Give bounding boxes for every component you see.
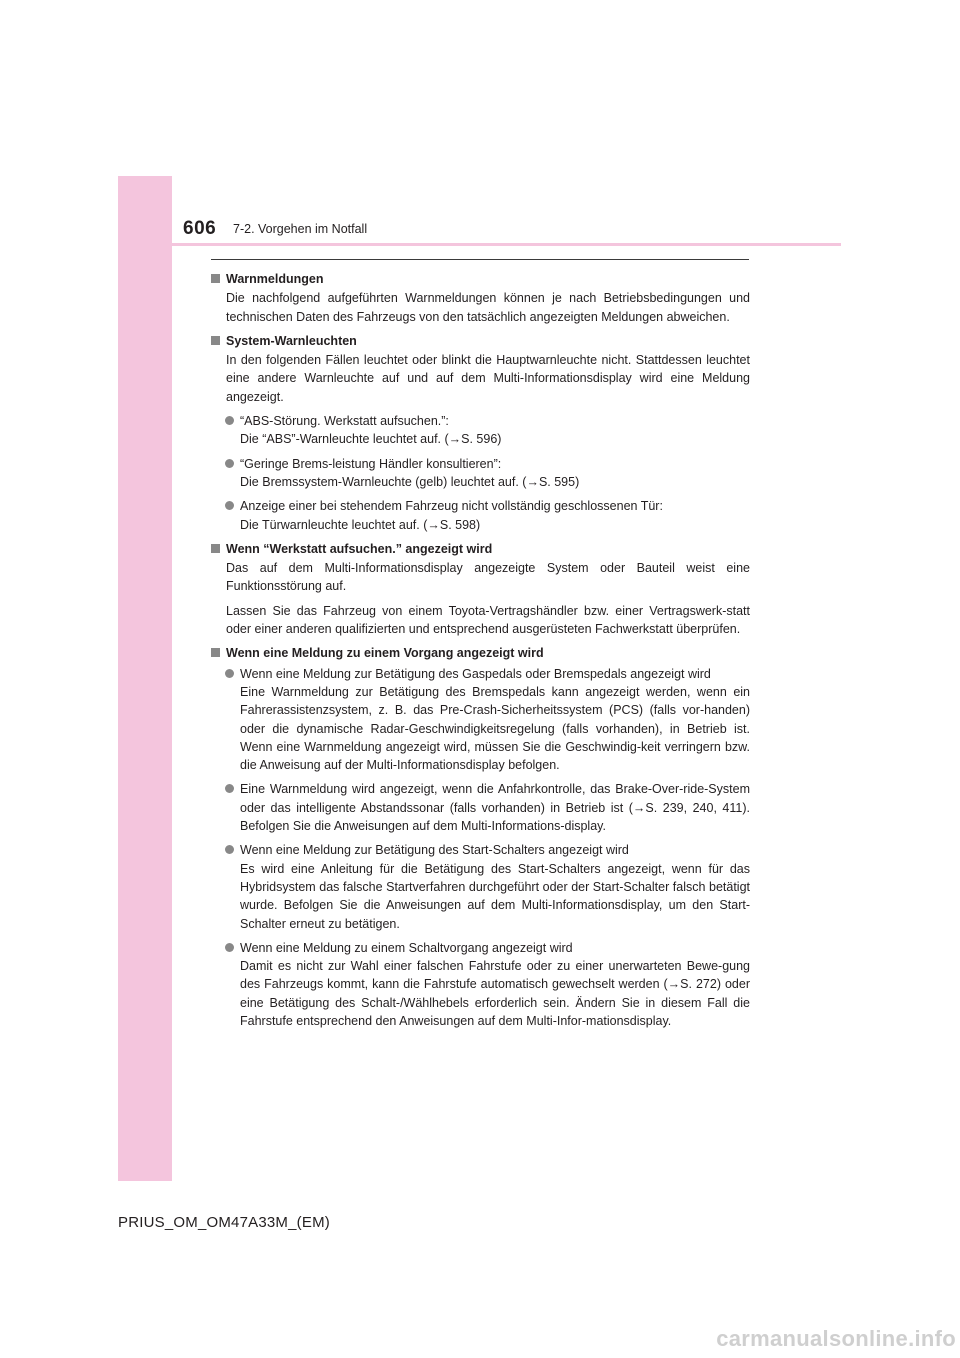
list-item-body: Die Türwarnleuchte leuchtet auf. (→S. 598) <box>240 517 481 532</box>
section-heading: Warnmeldungen <box>210 270 750 288</box>
list-item <box>210 412 750 449</box>
list-item <box>210 665 750 775</box>
list-item-title: “Geringe Brems-leistung Händler konsultieren”: <box>240 456 502 471</box>
paragraph: Die nachfolgend aufgeführten Warnmeldungen können je nach Betriebsbedingungen und technischen Daten des Fahrzeugs von den tatsächlich angezeigten Meldungen abweichen. <box>226 291 750 324</box>
content-top-rule <box>211 259 749 260</box>
square-bullet-icon <box>211 336 220 345</box>
list-item <box>210 939 750 1030</box>
list-item <box>210 780 750 835</box>
square-bullet-icon <box>211 544 220 553</box>
paragraph: Das auf dem Multi-Informationsdisplay angezeigte System oder Bauteil weist eine Funktionsstörung auf. <box>226 561 750 594</box>
list-item-body: Es wird eine Anleitung für die Betätigung des Start-Schalters angezeigt, wenn für das Hybridsystem das falsche Startverfahren durchgeführt oder der Start-Schalter falsch betätigt wurde. Befolgen Sie die Anweisungen auf dem Multi-Informationsdisplay, um den Start-Schalter erneut zu betätigen. <box>240 861 750 931</box>
list-item-title: Anzeige einer bei stehendem Fahrzeug nicht vollständig geschlossenen Tür: <box>240 499 663 514</box>
round-bullet-icon <box>225 459 234 468</box>
page-number: 606 <box>183 218 217 239</box>
section-heading: Wenn eine Meldung zu einem Vorgang angezeigt wird <box>210 644 750 662</box>
list-item-body: Die “ABS”-Warnleuchte leuchtet auf. (→S. 596) <box>240 432 502 447</box>
square-bullet-icon <box>211 648 220 657</box>
square-bullet-icon <box>211 274 220 283</box>
list-item-title: Wenn eine Meldung zur Betätigung des Gaspedals oder Bremspedals angezeigt wird <box>240 666 711 681</box>
list-item-body: Die Bremssystem-Warnleuchte (gelb) leuchtet auf. (→S. 595) <box>240 474 580 489</box>
section-heading: System-Warnleuchten <box>210 332 750 350</box>
list-item-title: Wenn eine Meldung zu einem Schaltvorgang angezeigt wird <box>240 940 573 955</box>
round-bullet-icon <box>225 416 234 425</box>
paragraph: In den folgenden Fällen leuchtet oder blinkt die Hauptwarnleuchte nicht. Stattdessen leuchtet eine andere Warnleuchte auf und auf dem Multi-Informationsdisplay wird eine Meldung angezeigt. <box>226 353 750 404</box>
round-bullet-icon <box>225 845 234 854</box>
section-heading: Wenn “Werkstatt aufsuchen.” angezeigt wird <box>210 540 750 558</box>
list-item <box>210 455 750 492</box>
round-bullet-icon <box>225 784 234 793</box>
round-bullet-icon <box>225 501 234 510</box>
section-title: 7-2. Vorgehen im Notfall <box>233 222 368 236</box>
page-content <box>210 266 750 1030</box>
round-bullet-icon <box>225 669 234 678</box>
paragraph: Lassen Sie das Fahrzeug von einem Toyota-Vertragshändler bzw. einer Vertragswerk-statt oder einer anderen qualifizierten und entsprechend ausgerüsteten Fachwerkstatt überprüfen. <box>226 603 750 637</box>
list-item-body: Eine Warnmeldung zur Betätigung des Bremspedals kann angezeigt werden, wenn ein Fahrerassistenzsystem, z. B. das Pre-Crash-Sicherheitssystem (PCS) (falls vor-handen) oder die dynamische Radar-Geschwindigkeitsregelung (falls vorhanden), in Betrieb ist. Wenn eine Warnmeldung angezeigt wird, müssen Sie die Geschwindig-keit verringern bzw. die Anweisung auf der Multi-Informationsdisplay befolgen. <box>240 684 750 773</box>
header-divider <box>118 243 841 246</box>
list-item-title: “ABS-Störung. Werkstatt aufsuchen.”: <box>240 414 449 429</box>
list-item <box>210 841 750 932</box>
chapter-sidebar-tab <box>118 176 172 1181</box>
list-item-title: Wenn eine Meldung zur Betätigung des Start-Schalters angezeigt wird <box>240 843 629 858</box>
list-item-body: Damit es nicht zur Wahl einer falschen Fahrstufe oder zu einer unerwarteten Bewe-gung des Fahrzeugs kommt, kann die Fahrstufe automatisch gewechselt werden (→S. 272) oder eine Betätigung des Schalt-/Wählhebels erforderlich sein. Ändern Sie in diesem Fall die Fahrstufe entsprechend den Anweisungen auf dem Multi-Infor-mationsdisplay. <box>240 959 750 1028</box>
document-code: PRIUS_OM_OM47A33M_(EM) <box>118 1214 330 1231</box>
list-item <box>210 497 750 534</box>
watermark-link[interactable]: carmanualsonline.info <box>716 1326 956 1351</box>
round-bullet-icon <box>225 943 234 952</box>
list-item-body: Eine Warnmeldung wird angezeigt, wenn die Anfahrkontrolle, das Brake-Over-ride-System oder das intelligente Abstandssonar (falls vorhanden) in Betrieb ist (→S. 239, 240, 411). Befolgen Sie die Anweisungen auf dem Multi-Informations-display. <box>240 782 750 834</box>
